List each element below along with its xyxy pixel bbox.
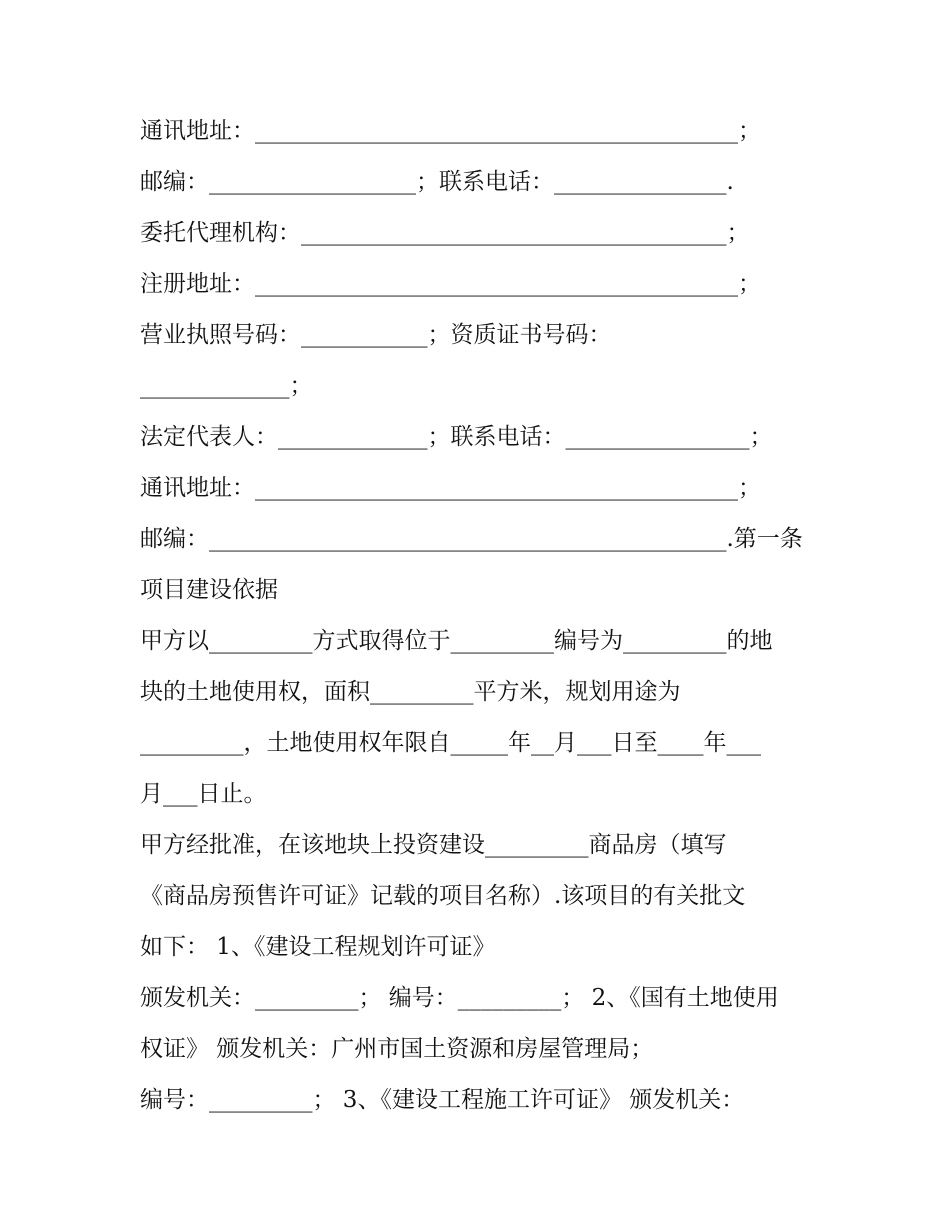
text-line-construction-permit: 编号：_________； 3、《建设工程施工许可证》 颁发机关： <box>140 1087 745 1113</box>
contract-text-block <box>140 106 820 1126</box>
text-line-postcode-phone-1: 邮编：__________________；联系电话：_______________. <box>140 169 734 195</box>
text-line-correspondence-address-1: 通讯地址：__________________________________________； <box>140 118 761 144</box>
text-line-planning-permit: 如下： 1、《建设工程规划许可证》 <box>140 934 496 960</box>
text-line-business-license: 营业执照号码：___________；资质证书号码： <box>140 322 612 348</box>
text-line-land-term: _________，土地使用权年限自_____年__月___日至____年___ <box>140 730 761 756</box>
text-line-legal-representative: 法定代表人：_____________；联系电话：________________； <box>140 424 773 450</box>
text-line-land-term-end: 月___日止。 <box>140 781 267 807</box>
text-line-qualification-number: _____________； <box>140 373 313 399</box>
text-line-correspondence-address-2: 通讯地址：__________________________________________； <box>140 475 761 501</box>
text-line-land-certificate-issuer: 权证》 颁发机关：广州市国土资源和房屋管理局； <box>140 1036 654 1062</box>
text-line-registered-address: 注册地址：__________________________________________； <box>140 271 761 297</box>
text-line-project-name: 《商品房预售许可证》记载的项目名称）.该项目的有关批文 <box>140 883 746 909</box>
text-line-agency: 委托代理机构：_____________________________________； <box>140 220 750 246</box>
text-line-land-area: 块的土地使用权，面积_________平方米，规划用途为 <box>140 679 681 705</box>
text-line-permit-issuers: 颁发机关：_________； 编号：_________； 2、《国有土地使用 <box>140 985 779 1011</box>
text-line-land-acquisition: 甲方以_________方式取得位于_________编号为_________的地 <box>140 628 773 654</box>
text-line-project-approval: 甲方经批准，在该地块上投资建设_________商品房（填写 <box>140 832 727 858</box>
text-line-postcode-article-one: 邮编：_____________________________________________.第一条 <box>140 526 803 552</box>
text-line-project-basis-heading: 项目建设依据 <box>140 577 278 603</box>
